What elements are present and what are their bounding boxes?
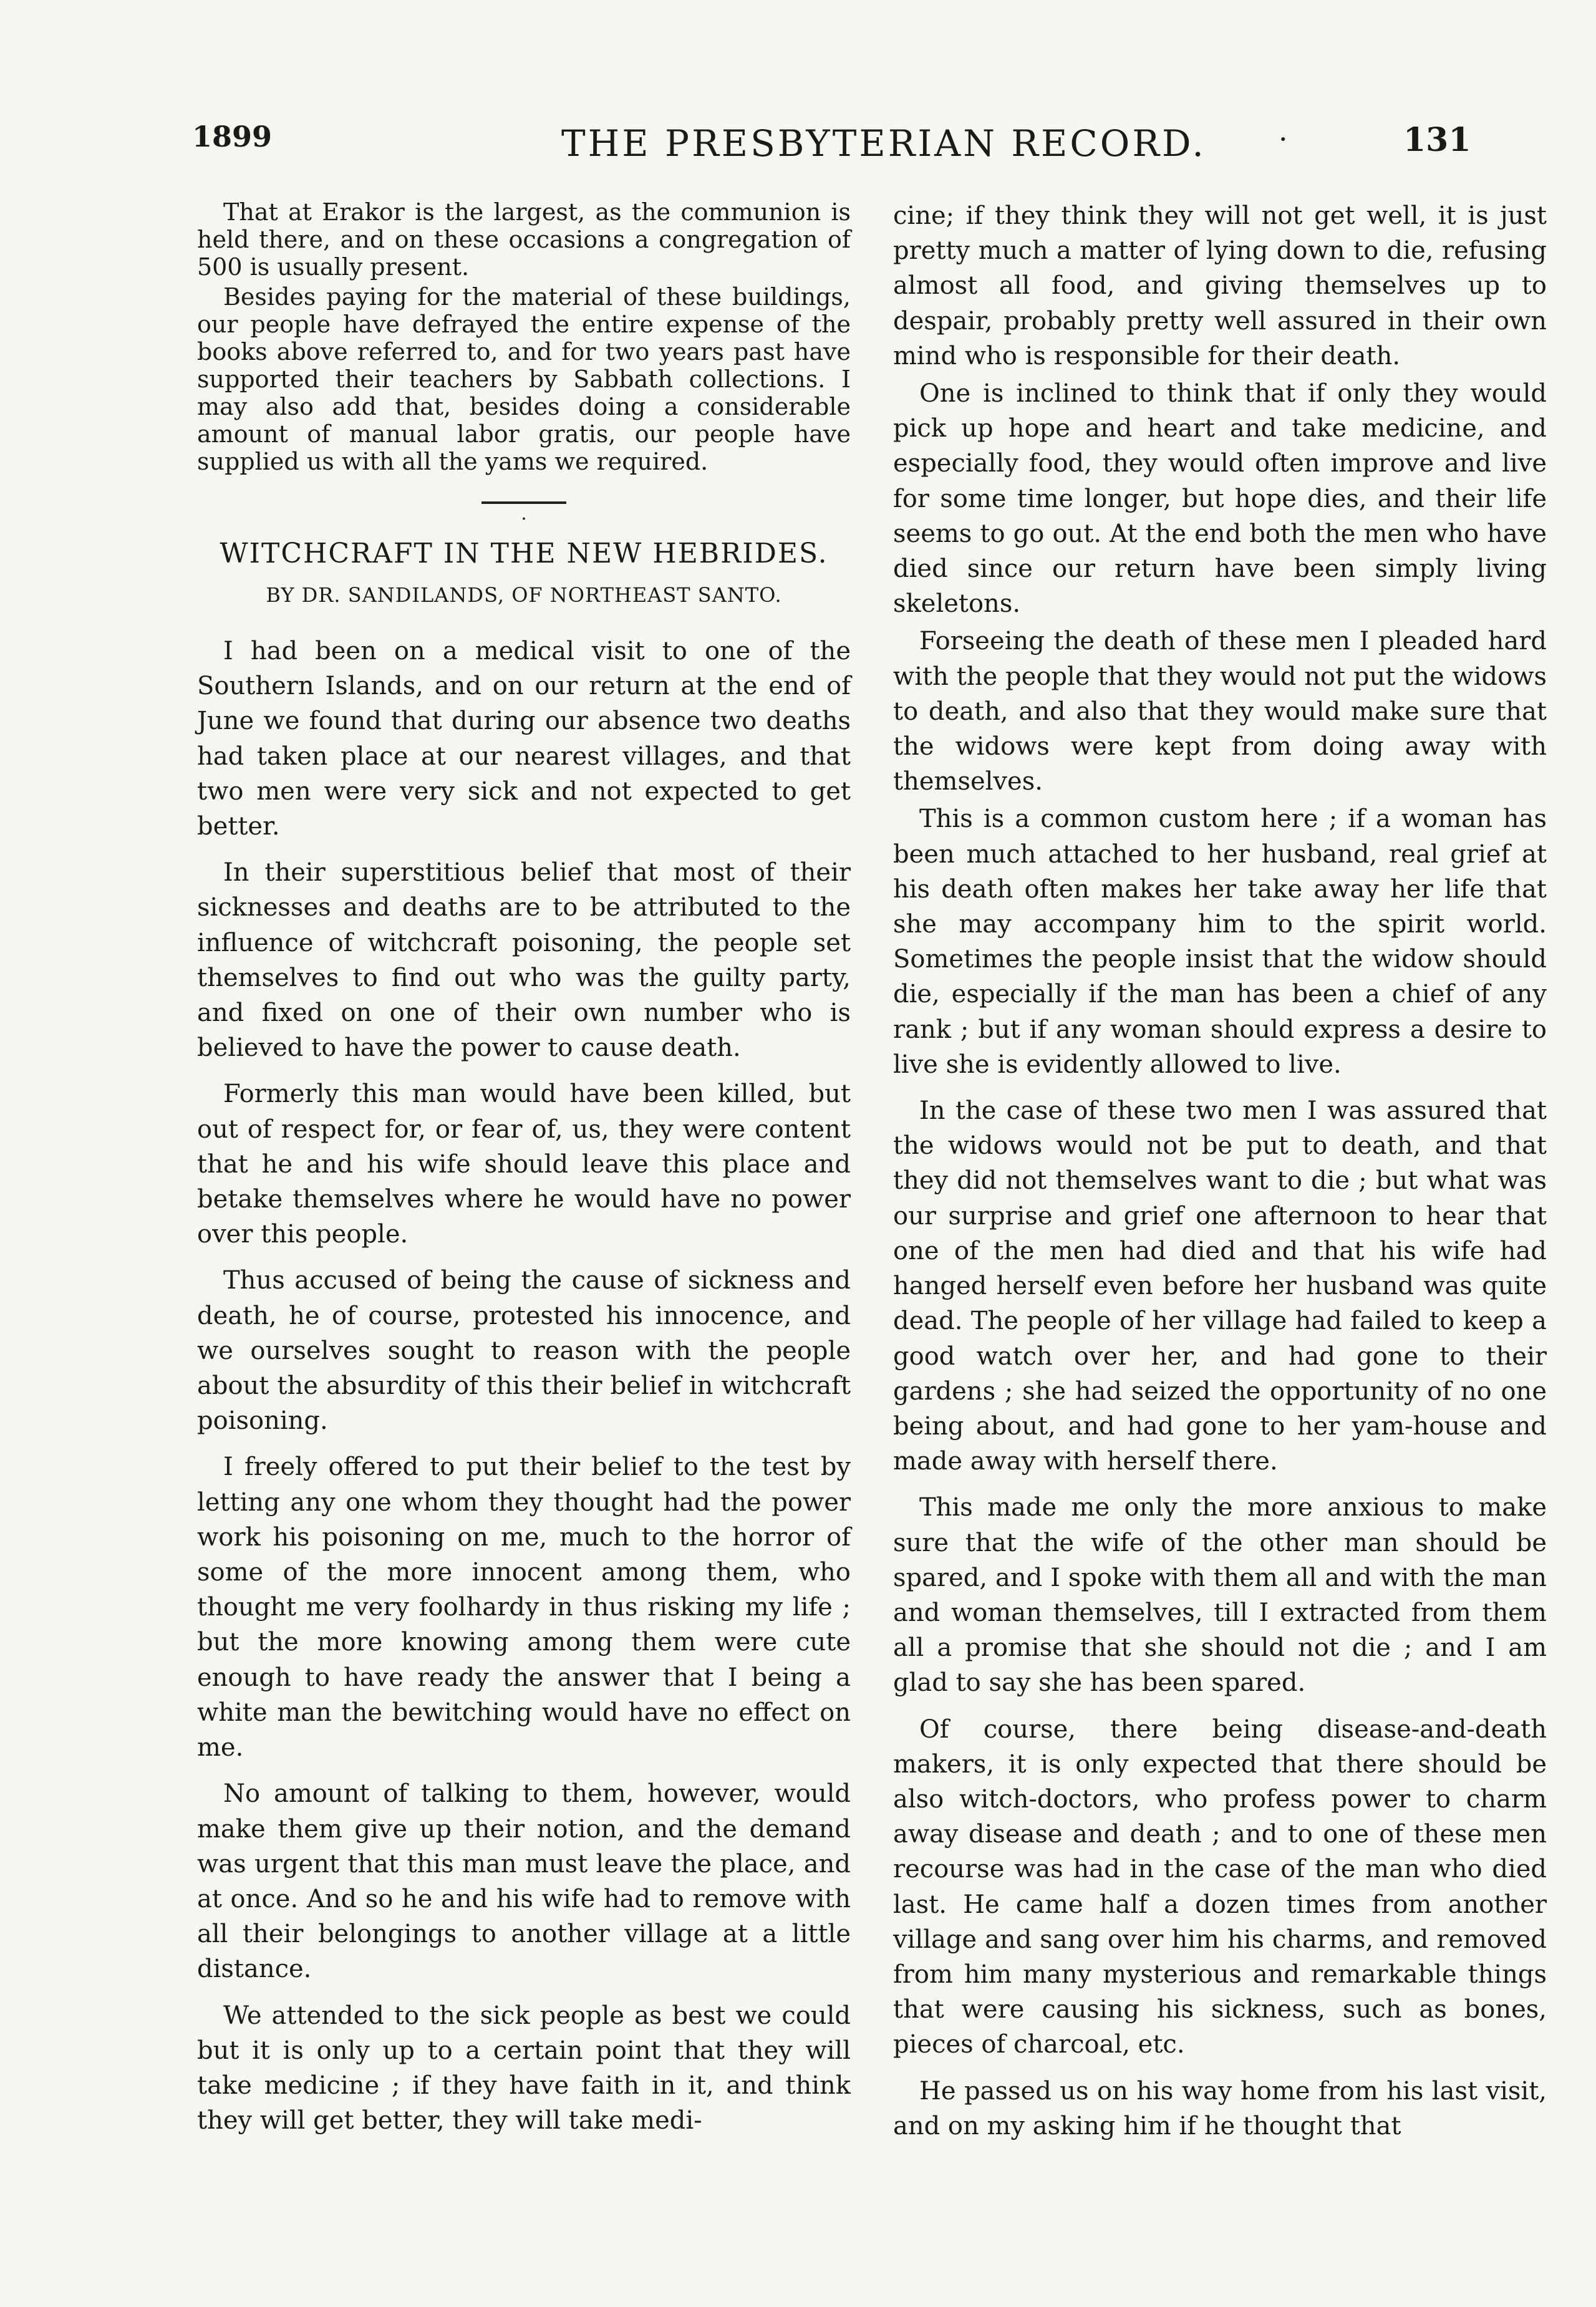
article-paragraph: I had been on a medical visit to one of the Southern Islands, and on our return at the end of June we found that during our absence two deaths had taken place at our nearest villages, and that two men were very sick and not expected to get better.: [197, 637, 851, 841]
intro-paragraph: Besides paying for the material of these buildings, our people have defrayed the entire expense of the books above referred to, and for two years past have supported their teachers by Sabbath collections. I may also add that, besides doing a considerable amount of manual labor gratis, our people have supplied us with all the yams we required.: [197, 283, 851, 475]
article-paragraph: We attended to the sick people as best we could but it is only up to a certain point that they will take medicine ; if they have faith in it, and think they will get better, they will take medi-: [197, 2001, 851, 2135]
article-byline: BY DR. SANDILANDS, OF NORTHEAST SANTO.: [266, 583, 782, 607]
article-paragraph: This is a common custom here ; if a woman has been much attached to her husband, real grief at his death often makes her take away her life that she may accompany him to the spirit world. Sometimes the people insist that the widow should die, especially if the man has been a chief of any rank ; but if any woman should express a desire to live she is evidently allowed to live.: [893, 805, 1547, 1079]
header-dot: ·: [1279, 122, 1288, 156]
right-column: [893, 198, 1547, 2146]
article-paragraph: One is inclined to think that if only they would pick up hope and heart and take medicine, and especially food, they would often improve and live for some time longer, but hope dies, and their life seems to go out. At the end both the men who have died since our return have been simply living skeletons.: [893, 379, 1547, 619]
article-paragraph: cine; if they think they will not get well, it is just pretty much a matter of lying down to die, refusing almost all food, and giving themselves up to despair, probably pretty well assured in their own mind who is responsible for their death.: [893, 201, 1547, 370]
article-paragraph: In their superstitious belief that most of their sicknesses and deaths are to be attributed to the influence of witchcraft poisoning, the people set themselves to find out who was the guilty party, and fixed on one of their own number who is believed to have the power to cause death.: [197, 858, 851, 1063]
article-paragraph: No amount of talking to them, however, would make them give up their notion, and the demand was urgent that this man must leave the place, and at once. And so he and his wife had to remove with all their belongings to another village at a little distance.: [197, 1779, 851, 1984]
left-column: [197, 198, 851, 2140]
article-title: WITCHCRAFT IN THE NEW HEBRIDES.: [220, 538, 828, 569]
page-header: [187, 114, 1534, 170]
header-title: THE PRESBYTERIAN RECORD.: [561, 122, 1206, 165]
header-page-number: 131: [1403, 121, 1471, 159]
article-paragraph: Thus accused of being the cause of sickness and death, he of course, protested his innocence, and we ourselves sought to reason with the people about the absurdity of this their belief in witchcraft poisoning.: [197, 1266, 851, 1436]
article-paragraph: Of course, there being disease-and-death makers, it is only expected that there should be also witch-doctors, who profess power to charm away disease and death ; and to one of these men recourse was had in the case of the man who died last. He came half a dozen times from another village and sang over him his charms, and removed from him many mysterious and remarkable things that were causing his sickness, such as bones, pieces of charcoal, etc.: [893, 1715, 1547, 2059]
header-year: 1899: [192, 120, 273, 153]
article-paragraph: This made me only the more anxious to make sure that the wife of the other man should be spared, and I spoke with them all and with the man and woman themselves, till I extracted from them all a promise that she should not die ; and I am glad to say she has been spared.: [893, 1493, 1547, 1698]
article-paragraph: In the case of these two men I was assured that the widows would not be put to death, and that they did not themselves want to die ; but what was our surprise and grief one afternoon to hear that one of the men had died and that his wife had hanged herself even before her husband was quite dead. The people of her village had failed to keep a good watch over her, and had gone to their gardens ; she had seized the opportunity of no one being about, and had gone to her yam-house and made away with herself there.: [893, 1096, 1547, 1476]
article-paragraph: Formerly this man would have been killed, but out of respect for, or fear of, us, they were content that he and his wife should leave this place and betake themselves where he would have no power over this people.: [197, 1080, 851, 1249]
intro-paragraph: That at Erakor is the largest, as the communion is held there, and on these occasions a congregation of 500 is usually present.: [197, 198, 851, 281]
divider-dot: .: [521, 503, 527, 525]
article-paragraph: Forseeing the death of these men I pleaded hard with the people that they would not put the widows to death, and also that they would make sure that the widows were kept from doing away with themselves.: [893, 627, 1547, 796]
article-paragraph: He passed us on his way home from his last visit, and on my asking him if he thought that: [893, 2076, 1547, 2140]
article-paragraph: I freely offered to put their belief to the test by letting any one whom they thought had the power work his poisoning on me, much to the horror of some of the more innocent among them, who thought me very foolhardy in thus risking my life ; but the more knowing among them were cute enough to have ready the answer that I being a white man the bewitching would have no effect on me.: [197, 1453, 851, 1763]
